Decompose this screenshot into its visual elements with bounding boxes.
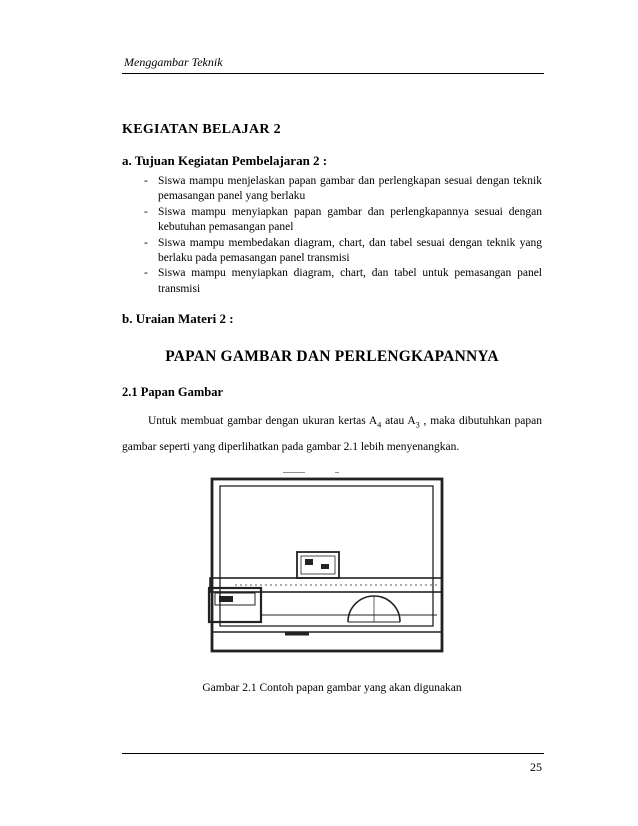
goal-text: Siswa mampu membedakan diagram, chart, dan tabel sesuai dengan teknik yang berlaku pada pemasangan panel transmisi [158, 236, 542, 265]
drawing-board-figure [205, 472, 450, 657]
header-divider [122, 73, 544, 74]
subsection-heading: 2.1 Papan Gambar [122, 385, 224, 399]
topic-title: PAPAN GAMBAR DAN PERLENGKAPANNYA [165, 348, 499, 365]
page-number: 25 [530, 760, 542, 774]
goal-item: - Siswa mampu menyiapkan papan gambar dan perlengkapannya sesuai dengan kebutuhan pemasangan panel [144, 205, 542, 234]
goal-text: Siswa mampu menyiapkan papan gambar dan perlengkapannya sesuai dengan kebutuhan pemasangan panel [158, 205, 542, 234]
goal-item: - Siswa mampu menyiapkan diagram, chart, dan tabel untuk pemasangan panel transmisi [144, 267, 542, 295]
goal-text: Siswa mampu menyiapkan diagram, chart, dan tabel untuk pemasangan panel transmisi [158, 267, 542, 295]
body-paragraph: Untuk membuat gambar dengan ukuran kertas $A_4$ atau $A_3$ , maka dibutuhkan papan gambar seperti yang diperlihatkan pada gambar 2.1 lebih menyenangkan. [122, 415, 543, 454]
goals-list [144, 174, 542, 297]
goal-item: - Siswa mampu membedakan diagram, chart, dan tabel sesuai dengan teknik yang berlaku pada pemasangan panel transmisi [144, 236, 542, 265]
goal-item: - Siswa mampu menjelaskan papan gambar dan perlengkapan sesuai dengan teknik pemasangan panel yang berlaku [144, 175, 542, 203]
goals-heading: a. Tujuan Kegiatan Pembelajaran 2 : [122, 153, 328, 168]
goal-text: Siswa mampu menjelaskan papan gambar dan perlengkapan sesuai dengan teknik pemasangan panel yang berlaku [158, 175, 542, 203]
section-label: KEGIATAN BELAJAR 2 [122, 122, 281, 137]
material-heading: b. Uraian Materi 2 : [122, 311, 234, 326]
footer-divider [122, 753, 544, 754]
running-header: Menggambar Teknik [124, 55, 223, 69]
figure-caption: Gambar 2.1 Contoh papan gambar yang akan digunakan [202, 682, 462, 694]
